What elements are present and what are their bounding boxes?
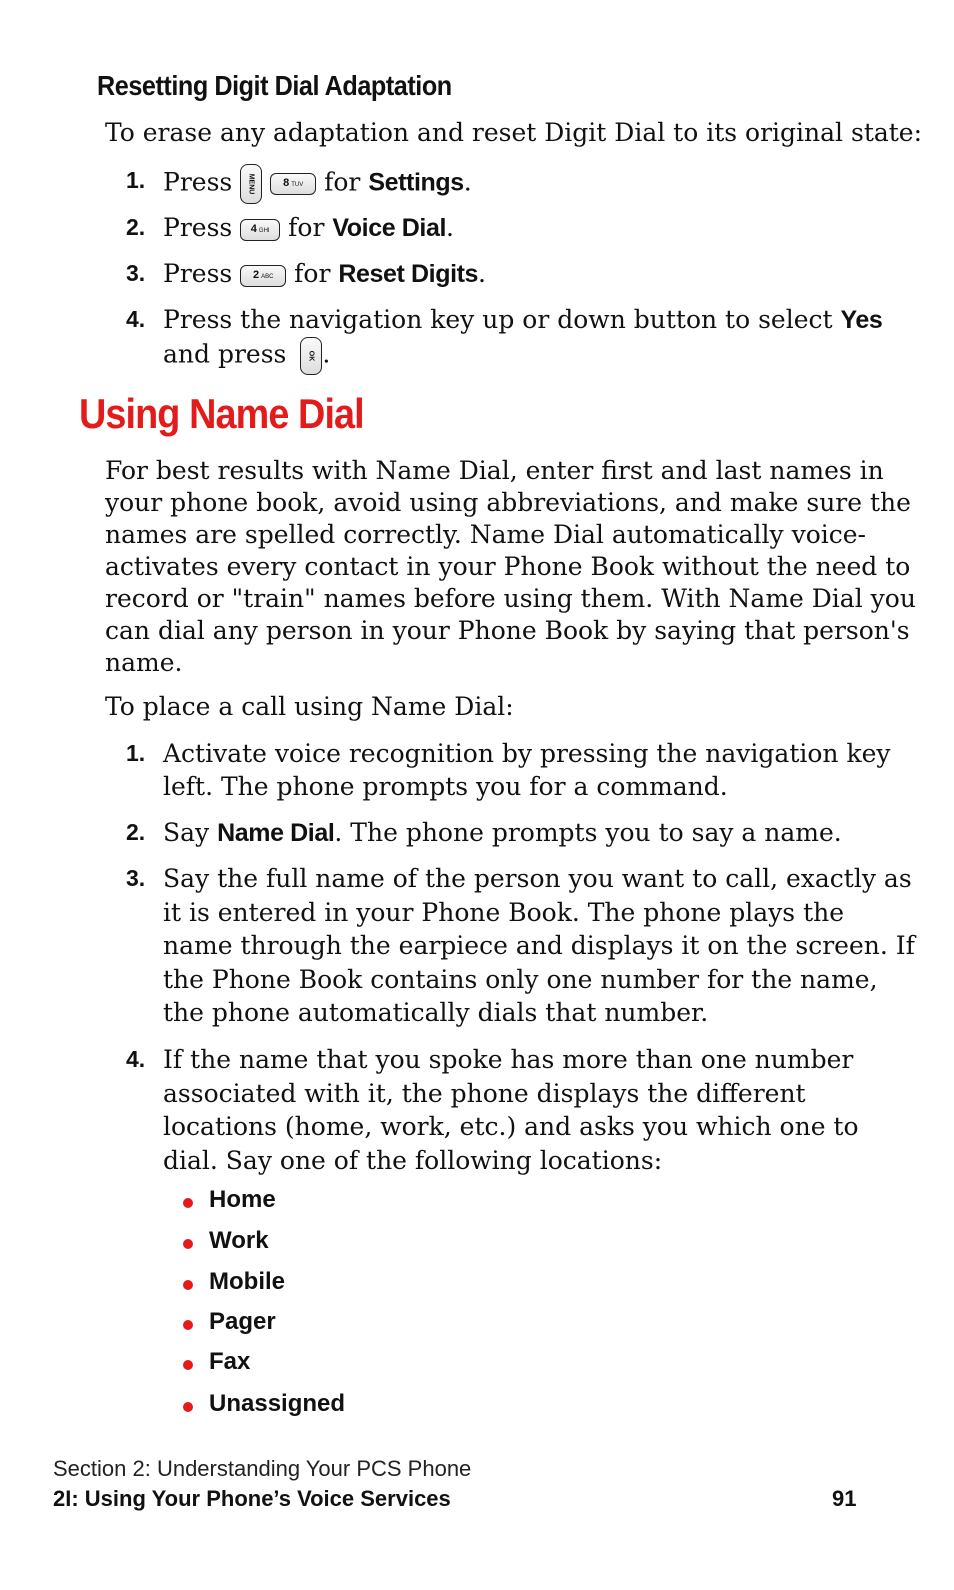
step-text: and press — [163, 339, 287, 369]
footer-section: Section 2: Understanding Your PCS Phone — [53, 1456, 472, 1481]
step-for-text: for — [324, 167, 361, 197]
voice-dial-keyword: Voice Dial — [332, 214, 446, 242]
section-subheading: Resetting Digit Dial Adaptation — [97, 70, 452, 101]
step-for-text: for — [288, 213, 325, 242]
step-number: 1. — [126, 167, 146, 193]
ok-key-icon: OK — [300, 337, 322, 375]
settings-keyword: Settings — [368, 168, 464, 197]
two-key-icon: 2 ABC — [240, 265, 286, 287]
four-key-icon: 4 GHI — [240, 219, 280, 241]
bullet-icon — [183, 1360, 193, 1370]
name-dial-keyword: Name Dial — [217, 819, 335, 847]
step-press-text: Press — [163, 213, 233, 242]
step-number: 1. — [126, 740, 146, 766]
lead-text: To place a call using Name Dial: — [105, 692, 514, 721]
menu-key-icon: MENU — [240, 164, 262, 204]
bullet-icon — [183, 1198, 193, 1208]
page-number: 91 — [832, 1486, 857, 1511]
yes-keyword: Yes — [840, 306, 883, 334]
step-press-text: Press — [163, 167, 233, 197]
step-for-text: for — [294, 259, 331, 288]
reset-digits-keyword: Reset Digits — [338, 260, 479, 288]
step-text: Press the navigation key up or down button to select — [163, 305, 833, 334]
step-press-text: Press — [163, 259, 233, 288]
eight-key-icon: 8 TUV — [270, 173, 316, 195]
page-title: Using Name Dial — [79, 390, 364, 437]
bullet-icon — [183, 1239, 193, 1249]
step-number: 3. — [126, 260, 146, 286]
step-number: 2. — [126, 819, 146, 845]
footer-chapter: 2I: Using Your Phone’s Voice Services — [53, 1486, 451, 1511]
step-number: 4. — [126, 1046, 146, 1072]
step-number: 4. — [126, 306, 146, 332]
bullet-icon — [183, 1280, 193, 1290]
step-number: 2. — [126, 214, 146, 240]
step-number: 3. — [126, 865, 146, 891]
bullet-icon — [183, 1320, 193, 1330]
intro-paragraph: For best results with Name Dial, enter first and last names in your phone book, avoid using abbreviations, and make sure the names are spelled correctly. Name Dial automatically voice- activates every contact in your Phone Book without the need to record or "train" names before using them. With Name Dial you can dial any person in your Phone Book by saying that person's name. — [105, 456, 916, 677]
intro-text: To erase any adaptation and reset Digit Dial to its original state: — [105, 118, 923, 147]
bullet-icon — [183, 1402, 193, 1412]
